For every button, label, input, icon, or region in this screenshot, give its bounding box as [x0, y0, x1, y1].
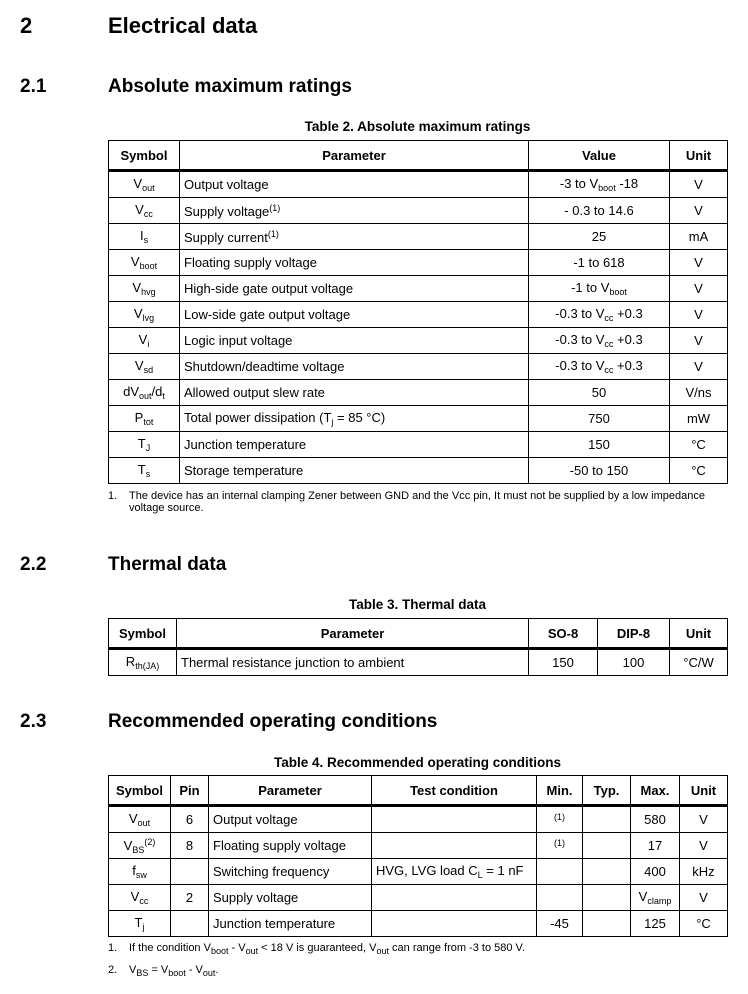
text-segment: V: [129, 964, 137, 976]
text-segment: -0.3 to V: [555, 306, 605, 321]
text-segment: V: [130, 889, 140, 904]
table-cell: [171, 833, 209, 859]
table-cell: [598, 649, 670, 676]
table-cell: [670, 171, 728, 198]
subscript: J: [145, 443, 151, 453]
table-cell: [680, 806, 728, 833]
text-segment: V: [694, 203, 703, 218]
footnote: [108, 942, 728, 956]
text-segment: - V: [228, 942, 246, 954]
text-segment: V: [694, 359, 703, 374]
table-cell: [680, 833, 728, 859]
footnote-number: 1.: [108, 942, 118, 954]
text-segment: V: [694, 281, 703, 296]
absolute-max-ratings-table: [108, 140, 728, 484]
column-header: Parameter: [177, 619, 529, 649]
table-cell: [583, 885, 631, 911]
text-segment: Supply current: [184, 229, 268, 245]
text-segment: V: [128, 811, 138, 826]
text-segment: Allowed output slew rate: [184, 385, 325, 400]
subscript: th(JA): [135, 661, 160, 671]
text-segment: V: [694, 307, 703, 322]
superscript: (2): [144, 836, 156, 847]
table-cell: [109, 354, 180, 380]
section-title: Electrical data: [108, 13, 258, 38]
table-cell: [631, 859, 680, 885]
subscript: sw: [135, 870, 147, 880]
table-cell: [180, 302, 529, 328]
subscript: cc: [604, 339, 614, 349]
subscript: out: [142, 183, 155, 193]
subscript: cc: [139, 896, 149, 906]
text-segment: +0.3: [613, 306, 643, 321]
footnote-number: 1.: [108, 490, 118, 502]
text-segment: V: [135, 202, 144, 217]
text-segment: 150: [552, 655, 574, 670]
superscript: (1): [269, 202, 281, 213]
text-segment: kHz: [692, 864, 715, 879]
table-row: [109, 833, 728, 859]
text-segment: Total power dissipation (T: [184, 410, 332, 425]
table-cell: [529, 276, 670, 302]
text-segment: High-side gate output voltage: [184, 281, 354, 296]
text-segment: mW: [686, 411, 711, 426]
table-cell: [109, 328, 180, 354]
table-row: [109, 859, 728, 885]
section-number: 2.2: [20, 554, 47, 575]
table-row: [109, 885, 728, 911]
text-segment: 8: [185, 838, 194, 853]
table-cell: [631, 911, 680, 937]
table-cell: [537, 911, 583, 937]
table-cell: [109, 885, 171, 911]
footnote-text: [129, 942, 724, 956]
table-cell: [109, 250, 180, 276]
table-cell: [537, 859, 583, 885]
table-cell: [109, 406, 180, 432]
table-footnotes: [108, 942, 728, 986]
footnote: [108, 964, 728, 978]
text-segment: -0.3 to V: [555, 332, 605, 347]
text-segment: °C/W: [683, 655, 714, 670]
table-cell: [529, 250, 670, 276]
subscript: hvg: [141, 287, 156, 297]
text-segment: Floating supply voltage: [213, 838, 346, 853]
table-row: [109, 302, 728, 328]
footnote-text: [129, 964, 724, 978]
table-cell: [171, 911, 209, 937]
table-cell: [372, 833, 537, 859]
table-cell: [670, 250, 728, 276]
table-cell: [670, 224, 728, 250]
table-cell: [109, 458, 180, 484]
text-segment: .: [215, 964, 219, 976]
subscript: boot: [210, 946, 229, 956]
section-title: Thermal data: [108, 554, 227, 575]
column-header: Parameter: [209, 776, 372, 806]
table-cell: [631, 833, 680, 859]
table-cell: [109, 806, 171, 833]
text-segment: Output voltage: [213, 812, 298, 827]
table-cell: [171, 806, 209, 833]
text-segment: 25: [591, 229, 607, 244]
table-row: [109, 432, 728, 458]
text-segment: -1 to V: [571, 280, 610, 295]
section-title: Recommended operating conditions: [108, 711, 438, 732]
text-segment: V: [133, 176, 143, 191]
table-cell: [537, 833, 583, 859]
subscript: tot: [143, 417, 154, 427]
table-cell: [670, 198, 728, 224]
table-cell: [631, 885, 680, 911]
table-cell: [109, 302, 180, 328]
text-segment: Switching frequency: [213, 864, 330, 879]
text-segment: -45: [550, 916, 569, 931]
text-segment: 125: [644, 916, 666, 931]
subscript: t: [162, 391, 165, 401]
text-segment: = V: [148, 964, 169, 976]
table-cell: [529, 198, 670, 224]
text-segment: V/ns: [685, 385, 712, 400]
table-cell: [583, 833, 631, 859]
text-segment: -18: [615, 176, 639, 191]
table-cell: [529, 171, 670, 198]
text-segment: V: [694, 177, 703, 192]
subscript: boot: [609, 287, 627, 297]
text-segment: dV: [123, 384, 140, 399]
table-cell: [372, 806, 537, 833]
text-segment: Shutdown/deadtime voltage: [184, 359, 345, 374]
header-row: [109, 619, 728, 649]
column-header: Symbol: [109, 141, 180, 171]
subscript: out: [376, 946, 389, 956]
table-title: Table 4. Recommended operating conditions: [273, 755, 562, 770]
column-header: Parameter: [180, 141, 529, 171]
subscript: boot: [168, 968, 186, 978]
text-segment: 6: [185, 812, 194, 827]
table-row: [109, 328, 728, 354]
subscript: boot: [139, 261, 158, 271]
text-segment: V: [132, 280, 142, 295]
text-segment: T: [137, 462, 146, 477]
table-cell: [537, 806, 583, 833]
table-cell: [670, 406, 728, 432]
text-segment: T: [134, 915, 143, 930]
column-header: Symbol: [109, 776, 171, 806]
table-row: [109, 250, 728, 276]
text-segment: -50 to 150: [569, 463, 629, 478]
text-segment: < 18 V is guaranteed, V: [258, 942, 377, 954]
subscript: out: [137, 818, 151, 828]
column-header: Value: [529, 141, 670, 171]
subscript: lvg: [142, 313, 155, 323]
text-segment: Supply voltage: [213, 890, 299, 905]
section-number: 2.1: [20, 76, 47, 97]
table-cell: [529, 354, 670, 380]
table-cell: [171, 885, 209, 911]
table-cell: [670, 432, 728, 458]
text-segment: 100: [622, 655, 645, 670]
table-cell: [109, 276, 180, 302]
table-cell: [670, 380, 728, 406]
text-segment: I: [139, 228, 144, 243]
subscript: BS: [136, 968, 149, 978]
text-segment: V: [699, 890, 708, 905]
table-row: [109, 458, 728, 484]
text-segment: Output voltage: [184, 177, 269, 192]
column-header: Unit: [670, 619, 728, 649]
table-cell: [180, 276, 529, 302]
table-cell: [372, 885, 537, 911]
text-segment: 750: [588, 411, 610, 426]
table-row: [109, 171, 728, 198]
table-cell: [372, 911, 537, 937]
text-segment: V: [699, 812, 708, 827]
thermal-data-table: [108, 618, 728, 676]
superscript: (1): [554, 837, 565, 848]
superscript: (1): [554, 811, 565, 822]
text-segment: -1 to 618: [573, 255, 625, 270]
footnote-text: [129, 490, 724, 514]
table-cell: [109, 833, 171, 859]
text-segment: - 0.3 to 14.6: [564, 203, 634, 218]
table-cell: [670, 649, 728, 676]
subscript: j: [331, 417, 334, 427]
column-header: Unit: [680, 776, 728, 806]
table-row: [109, 806, 728, 833]
column-header: Pin: [171, 776, 209, 806]
text-segment: 400: [644, 864, 666, 879]
table-cell: [372, 859, 537, 885]
table-cell: [670, 354, 728, 380]
table-cell: [180, 432, 529, 458]
table-cell: [109, 432, 180, 458]
table-cell: [529, 380, 670, 406]
table-cell: [180, 458, 529, 484]
text-segment: V: [699, 838, 708, 853]
table-cell: [209, 911, 372, 937]
recommended-operating-conditions-table: [108, 775, 728, 937]
table-cell: [670, 458, 728, 484]
text-segment: °C: [696, 916, 711, 931]
table-cell: [529, 224, 670, 250]
table-cell: [583, 806, 631, 833]
text-segment: V: [138, 332, 148, 347]
text-segment: V: [133, 306, 143, 321]
subscript: clamp: [647, 896, 672, 906]
text-segment: Low-side gate output voltage: [184, 307, 351, 322]
table-cell: [109, 224, 180, 250]
subscript: s: [143, 235, 149, 245]
text-segment: -0.3 to V: [555, 358, 605, 373]
text-segment: 17: [647, 838, 663, 853]
table-cell: [631, 806, 680, 833]
table-cell: [177, 649, 529, 676]
text-segment: can range from -3 to 580 V.: [388, 942, 525, 954]
subscript: out: [202, 968, 216, 978]
table-cell: [180, 380, 529, 406]
text-segment: T: [137, 436, 146, 451]
text-segment: V: [123, 837, 133, 853]
table-cell: [583, 859, 631, 885]
text-segment: +0.3: [613, 332, 643, 347]
table-title: Table 2. Absolute maximum ratings: [304, 119, 531, 134]
text-segment: Thermal resistance junction to ambient: [181, 655, 405, 670]
text-segment: Supply voltage: [184, 203, 270, 219]
table-cell: [109, 171, 180, 198]
column-header: Symbol: [109, 619, 177, 649]
text-segment: /d: [151, 384, 163, 399]
subscript: s: [145, 469, 151, 479]
table-footnotes: [108, 490, 728, 522]
column-header: Min.: [537, 776, 583, 806]
table-cell: [209, 859, 372, 885]
text-segment: V: [694, 333, 703, 348]
text-segment: °C: [691, 437, 706, 452]
text-segment: Junction temperature: [213, 916, 336, 931]
text-segment: V: [638, 889, 648, 904]
subscript: out: [139, 391, 152, 401]
column-header: SO-8: [529, 619, 598, 649]
table-cell: [180, 171, 529, 198]
text-segment: °C: [691, 463, 706, 478]
header-row: [109, 776, 728, 806]
table-cell: [670, 302, 728, 328]
subscript: L: [477, 870, 483, 880]
column-header: Test condition: [372, 776, 537, 806]
table-cell: [209, 885, 372, 911]
subscript: boot: [598, 183, 616, 193]
text-segment: 50: [591, 385, 607, 400]
table-row: [109, 276, 728, 302]
text-segment: 2: [185, 890, 194, 905]
table-cell: [680, 859, 728, 885]
section-title: Absolute maximum ratings: [108, 76, 352, 97]
subscript: cc: [143, 209, 153, 219]
text-segment: Logic input voltage: [184, 333, 293, 348]
text-segment: +0.3: [613, 358, 643, 373]
text-segment: R: [125, 654, 136, 669]
table-row: [109, 354, 728, 380]
table-cell: [209, 833, 372, 859]
subscript: out: [245, 946, 259, 956]
subscript: BS: [132, 844, 145, 855]
text-segment: -3 to V: [559, 176, 599, 191]
text-segment: 150: [588, 437, 610, 452]
text-segment: HVG, LVG load C: [376, 863, 478, 878]
table-cell: [109, 911, 171, 937]
table-row: [109, 380, 728, 406]
text-segment: V: [134, 358, 144, 373]
subscript: cc: [604, 365, 614, 375]
table-cell: [109, 198, 180, 224]
text-segment: V: [130, 254, 140, 269]
table-cell: [529, 302, 670, 328]
table-cell: [180, 354, 529, 380]
table-row: [109, 198, 728, 224]
section-number: 2.3: [20, 711, 47, 732]
subscript: sd: [143, 365, 154, 375]
table-cell: [180, 328, 529, 354]
column-header: Unit: [670, 141, 728, 171]
footnote-number: 2.: [108, 964, 118, 976]
table-cell: [180, 224, 529, 250]
column-header: DIP-8: [598, 619, 670, 649]
header-row: [109, 141, 728, 171]
table-cell: [583, 911, 631, 937]
table-row: [109, 406, 728, 432]
text-segment: f: [132, 863, 136, 878]
table-cell: [529, 432, 670, 458]
text-segment: Junction temperature: [184, 437, 307, 452]
text-segment: V: [694, 255, 703, 270]
text-segment: = 85 °C): [333, 410, 386, 425]
table-cell: [537, 885, 583, 911]
text-segment: - V: [185, 964, 203, 976]
text-segment: P: [134, 410, 144, 425]
table-cell: [109, 649, 177, 676]
text-segment: = 1 nF: [482, 863, 524, 878]
table-title: Table 3. Thermal data: [348, 597, 487, 612]
text-segment: The device has an internal clamping Zener between GND and the Vcc pin, It must not be supplied by a low impedance voltage source.: [129, 490, 705, 514]
table-cell: [180, 406, 529, 432]
table-cell: [209, 806, 372, 833]
table-cell: [670, 328, 728, 354]
table-row: [109, 649, 728, 676]
table-cell: [109, 859, 171, 885]
text-segment: 580: [644, 812, 666, 827]
superscript: (1): [267, 228, 279, 239]
table-cell: [670, 276, 728, 302]
table-cell: [529, 458, 670, 484]
text-segment: If the condition V: [129, 942, 211, 954]
table-cell: [171, 859, 209, 885]
table-row: [109, 224, 728, 250]
table-cell: [680, 911, 728, 937]
text-segment: mA: [688, 229, 709, 244]
table-cell: [529, 328, 670, 354]
table-cell: [109, 380, 180, 406]
section-number: 2: [20, 13, 33, 38]
table-row: [109, 911, 728, 937]
column-header: Max.: [631, 776, 680, 806]
table-cell: [680, 885, 728, 911]
text-segment: Storage temperature: [184, 463, 304, 478]
subscript: cc: [604, 313, 614, 323]
subscript: i: [147, 339, 150, 349]
table-cell: [529, 406, 670, 432]
text-segment: Floating supply voltage: [184, 255, 317, 270]
table-cell: [180, 250, 529, 276]
column-header: Typ.: [583, 776, 631, 806]
table-cell: [180, 198, 529, 224]
footnote: [108, 490, 728, 514]
table-cell: [529, 649, 598, 676]
subscript: j: [142, 922, 145, 932]
